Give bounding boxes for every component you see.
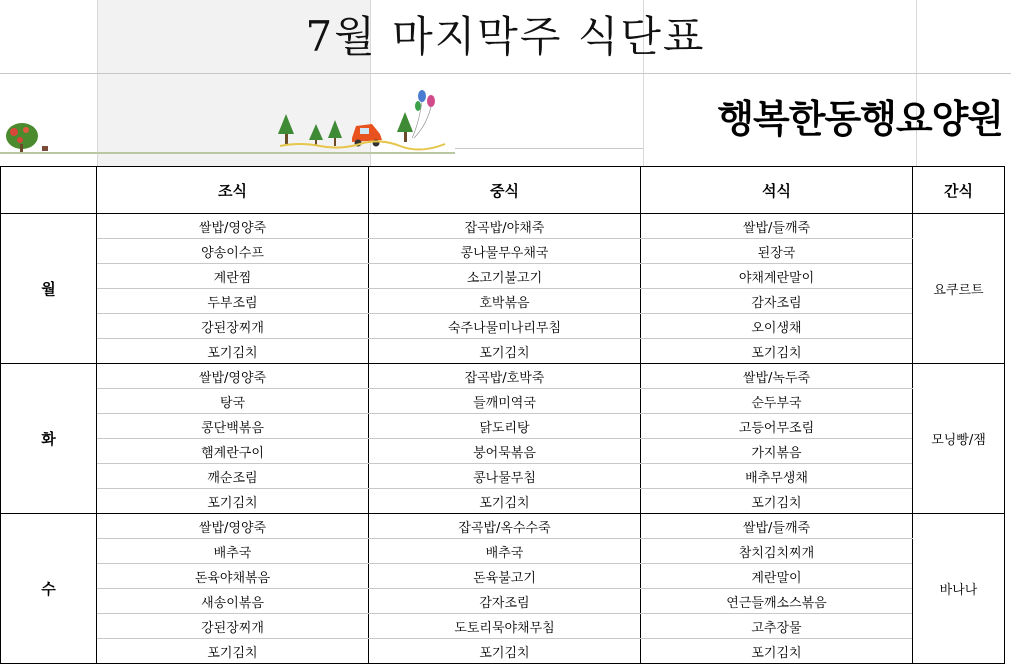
lunch-item: 잡곡밥/야채죽 [369,214,641,239]
breakfast-item: 포기김치 [97,489,369,514]
breakfast-item: 햄계란구이 [97,439,369,464]
header-breakfast: 조식 [97,167,369,214]
header-lunch: 중식 [369,167,641,214]
table-row [1,464,1005,489]
dinner-item: 쌀밥/들깨죽 [641,514,913,539]
lunch-item: 호박볶음 [369,289,641,314]
breakfast-item: 양송이수프 [97,239,369,264]
meal-plan-table [0,166,1005,664]
lunch-item: 닭도리탕 [369,414,641,439]
breakfast-item: 탕국 [97,389,369,414]
table-row [1,639,1005,664]
tree-icon [397,112,413,142]
tree-icon [309,124,323,146]
snack-item: 모닝빵/잼 [913,364,1005,514]
dinner-item: 포기김치 [641,639,913,664]
lunch-item: 잡곡밥/옥수수죽 [369,514,641,539]
lunch-item: 돈육불고기 [369,564,641,589]
breakfast-item: 포기김치 [97,639,369,664]
table-row [1,439,1005,464]
day-label: 월 [1,214,97,364]
table-row [1,314,1005,339]
breakfast-item: 강된장찌개 [97,614,369,639]
lunch-item: 포기김치 [369,489,641,514]
breakfast-item: 포기김치 [97,339,369,364]
dinner-item: 고등어무조림 [641,414,913,439]
table-row [1,414,1005,439]
dinner-item: 참치김치찌개 [641,539,913,564]
header-snack: 간식 [913,167,1005,214]
dinner-item: 연근들깨소스볶음 [641,589,913,614]
dinner-item: 된장국 [641,239,913,264]
breakfast-item: 돈육야채볶음 [97,564,369,589]
table-header-row [1,167,1005,214]
snack-item: 요쿠르트 [913,214,1005,364]
breakfast-item: 깨순조림 [97,464,369,489]
lunch-item: 들깨미역국 [369,389,641,414]
lunch-item: 잡곡밥/호박죽 [369,364,641,389]
bush-icon [6,123,48,152]
lunch-item: 포기김치 [369,639,641,664]
breakfast-item: 쌀밥/영양죽 [97,214,369,239]
dinner-item: 계란말이 [641,564,913,589]
landscape-illustration [0,86,460,158]
snack-item: 바나나 [913,514,1005,664]
dinner-item: 가지볶음 [641,439,913,464]
page-title: 7월 마지막주 식단표 [305,12,706,61]
dinner-item: 쌀밥/녹두죽 [641,364,913,389]
table-row [1,489,1005,514]
breakfast-item: 두부조림 [97,289,369,314]
lunch-item: 배추국 [369,539,641,564]
table-row [1,289,1005,314]
breakfast-item: 강된장찌개 [97,314,369,339]
lunch-item: 감자조림 [369,589,641,614]
lunch-item: 포기김치 [369,339,641,364]
table-row [1,214,1005,239]
table-row [1,364,1005,389]
dinner-item: 야채계란말이 [641,264,913,289]
table-row [1,239,1005,264]
table-row [1,589,1005,614]
dinner-item: 오이생채 [641,314,913,339]
breakfast-item: 쌀밥/영양죽 [97,514,369,539]
day-label: 수 [1,514,97,664]
breakfast-item: 쌀밥/영양죽 [97,364,369,389]
dinner-item: 포기김치 [641,339,913,364]
breakfast-item: 콩단백볶음 [97,414,369,439]
dinner-item: 감자조림 [641,289,913,314]
table-row [1,339,1005,364]
table-row [1,514,1005,539]
day-label: 화 [1,364,97,514]
table-row [1,264,1005,289]
balloon-icon [412,90,435,138]
lunch-item: 콩나물무우채국 [369,239,641,264]
dinner-item: 배추무생채 [641,464,913,489]
breakfast-item: 배추국 [97,539,369,564]
lunch-item: 소고기불고기 [369,264,641,289]
header-corner [1,167,97,214]
lunch-item: 콩나물무침 [369,464,641,489]
tree-icon [328,120,342,146]
tree-icon [278,114,294,144]
header-divider [455,148,643,149]
table-row [1,539,1005,564]
dinner-item: 쌀밥/들깨죽 [641,214,913,239]
breakfast-item: 새송이볶음 [97,589,369,614]
dinner-item: 고추장물 [641,614,913,639]
brand-name: 행복한동행요양원 [717,97,1003,141]
table-row [1,614,1005,639]
lunch-item: 숙주나물미나리무침 [369,314,641,339]
title-divider [0,73,1011,74]
dinner-item: 포기김치 [641,489,913,514]
table-row [1,564,1005,589]
table-row [1,389,1005,414]
lunch-item: 붕어묵볶음 [369,439,641,464]
breakfast-item: 계란찜 [97,264,369,289]
lunch-item: 도토리묵야채무침 [369,614,641,639]
header-dinner: 석식 [641,167,913,214]
dinner-item: 순두부국 [641,389,913,414]
